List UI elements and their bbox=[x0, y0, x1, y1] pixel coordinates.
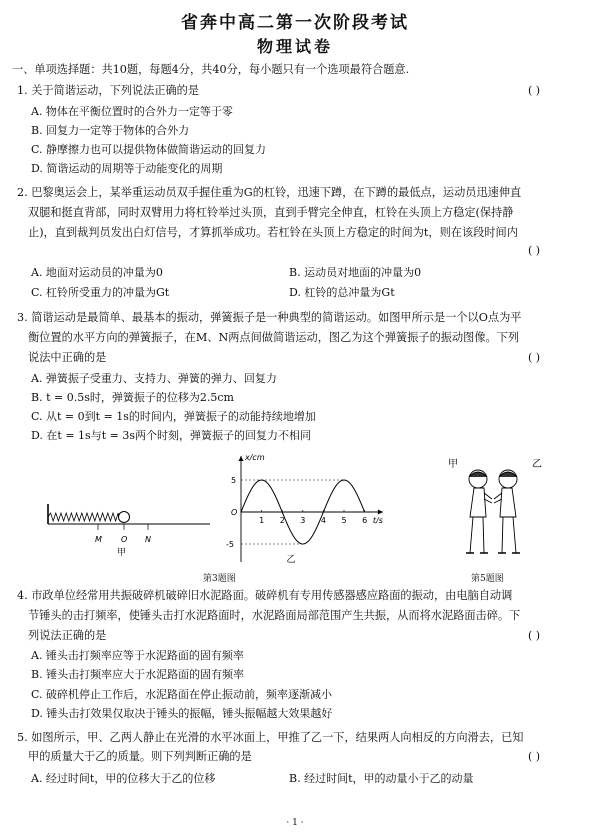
q4-line-3: 列说法正确的是 bbox=[28, 629, 107, 642]
q3-option-a: A. 弹簧振子受重力、支持力、弹簧的弹力、回复力 bbox=[31, 372, 277, 385]
q4-option-d: D. 锤头击打效果仅取决于锤头的振幅，锤头振幅越大效果越好 bbox=[31, 707, 333, 720]
q4-line-2: 节锤头的击打频率，使锤头击打水泥路面时，水泥路面局部范围产生共振，从而将水泥路面击碎。下 bbox=[28, 609, 521, 622]
q2-option-a: A. 地面对运动员的冲量为0 bbox=[31, 266, 163, 279]
fig-a-caption: 甲 bbox=[117, 548, 127, 558]
section-heading: 一、单项选择题：共10题，每题4分，共40分，每小题只有一个选项最符合题意. bbox=[12, 63, 410, 76]
label-jia: 甲 bbox=[448, 459, 458, 470]
q1-stem: 1. 关于简谐运动，下列说法正确的是 bbox=[17, 84, 200, 97]
label-n: N bbox=[145, 535, 151, 544]
q2-option-b: B. 运动员对地面的冲量为0 bbox=[289, 266, 422, 279]
fig-b-caption: 乙 bbox=[286, 555, 296, 565]
fig3-caption: 第3题图 bbox=[203, 574, 236, 584]
q4-option-a: A. 锤头击打频率应等于水泥路面的固有频率 bbox=[31, 649, 244, 662]
label-yi: 乙 bbox=[532, 459, 542, 470]
x-tick-label: 1 bbox=[259, 516, 265, 525]
q4-line-1: 4. 市政单位经常用共振破碎机破碎旧水泥路面。破碎机有专用传感器感应路面的振动，由电脑自动调 bbox=[17, 589, 513, 602]
q5-option-b: B. 经过时间t，甲的动量小于乙的动量 bbox=[289, 772, 474, 785]
y-axis-label: x/cm bbox=[245, 453, 265, 462]
q3-option-d: D. 在t = 1s与t = 3s两个时刻，弹簧振子的回复力不相同 bbox=[31, 429, 311, 442]
q3-option-b: B. t = 0.5s时，弹簧振子的位移为2.5cm bbox=[31, 391, 234, 404]
page-number: · 1 · bbox=[286, 818, 304, 828]
y-tick-label: O bbox=[231, 508, 238, 517]
q1-option-d: D. 简谐运动的周期等于动能变化的周期 bbox=[31, 162, 223, 175]
exam-subtitle: 物理试卷 bbox=[256, 37, 333, 56]
exam-title: 省奔中高二第一次阶段考试 bbox=[181, 13, 409, 33]
y-tick-label: -5 bbox=[226, 540, 234, 549]
q3-answer-paren: ( ) bbox=[528, 351, 541, 364]
x-tick-label: 4 bbox=[320, 516, 326, 525]
q1-option-b: B. 回复力一定等于物体的合外力 bbox=[31, 124, 190, 137]
spring-oscillator-figure bbox=[44, 500, 214, 562]
x-axis-label: t/s bbox=[372, 516, 383, 525]
q1-option-a: A. 物体在平衡位置时的合外力一定等于零 bbox=[31, 105, 233, 118]
x-tick-label: 2 bbox=[279, 516, 285, 525]
y-axis-arrow bbox=[239, 456, 244, 461]
x-tick-label: 3 bbox=[300, 516, 306, 525]
q3-line-2: 衡位置的水平方向的弹簧振子，在M、N两点间做简谐运动，图乙为这个弹簧振子的振动图像。下列 bbox=[28, 331, 520, 344]
q1-option-c: C. 静摩擦力也可以提供物体做简谐运动的回复力 bbox=[31, 143, 267, 156]
spring bbox=[48, 513, 119, 521]
person-yi bbox=[494, 470, 520, 553]
label-o: O bbox=[121, 535, 128, 544]
q2-line-2: 双腿和挺直背部，同时双臂用力将杠铃举过头顶，直到手臂完全伸直，杠铃在头顶上方稳定(保持静 bbox=[28, 206, 514, 219]
label-m: M bbox=[95, 535, 102, 544]
x-tick-label: 6 bbox=[362, 516, 368, 525]
q5-answer-paren: ( ) bbox=[528, 750, 541, 763]
q2-line-1: 2. 巴黎奥运会上，某举重运动员双手握住重为G的杠铃，迅速下蹲，在下蹲的最低点，运动员迅速伸直 bbox=[17, 186, 522, 199]
x-axis-arrow bbox=[378, 510, 383, 515]
q5-option-a: A. 经过时间t，甲的位移大于乙的位移 bbox=[31, 772, 216, 785]
q2-option-d: D. 杠铃的总冲量为Gt bbox=[289, 286, 395, 299]
q4-option-c: C. 破碎机停止工作后，水泥路面在停止振动前，频率逐渐减小 bbox=[31, 688, 333, 701]
y-tick-label: 5 bbox=[231, 476, 237, 485]
fig5-caption: 第5题图 bbox=[471, 574, 504, 584]
q2-line-3: 止)，直到裁判员发出白灯信号，才算抓举成功。若杠铃在头顶上方稳定的时间为t，则在该段时间内 bbox=[28, 226, 518, 239]
q1-answer-paren: ( ) bbox=[528, 84, 541, 97]
q5-line-1: 5. 如图所示，甲、乙两人静止在光滑的水平冰面上，甲推了乙一下，结果两人向相反的方向滑去，已知 bbox=[17, 731, 524, 744]
person-jia bbox=[466, 470, 492, 553]
q3-line-1: 3. 简谐运动是最简单、最基本的振动，弹簧振子是一种典型的简谐运动。如图甲所示是一个以O点为平 bbox=[17, 311, 522, 324]
oscillator-ball bbox=[119, 512, 130, 523]
q2-option-c: C. 杠铃所受重力的冲量为Gt bbox=[31, 286, 170, 299]
q2-answer-paren: ( ) bbox=[528, 244, 541, 257]
q5-line-2: 甲的质量大于乙的质量。则下列判断正确的是 bbox=[28, 750, 252, 763]
q4-option-b: B. 锤头击打频率应大于水泥路面的固有频率 bbox=[31, 668, 245, 681]
x-tick-label: 5 bbox=[341, 516, 347, 525]
vibration-graph bbox=[225, 450, 385, 568]
two-skaters-figure bbox=[440, 455, 550, 565]
q3-line-3: 说法中正确的是 bbox=[28, 351, 107, 364]
q3-option-c: C. 从t = 0到t = 1s的时间内，弹簧振子的动能持续地增加 bbox=[31, 410, 316, 423]
q4-answer-paren: ( ) bbox=[528, 629, 541, 642]
